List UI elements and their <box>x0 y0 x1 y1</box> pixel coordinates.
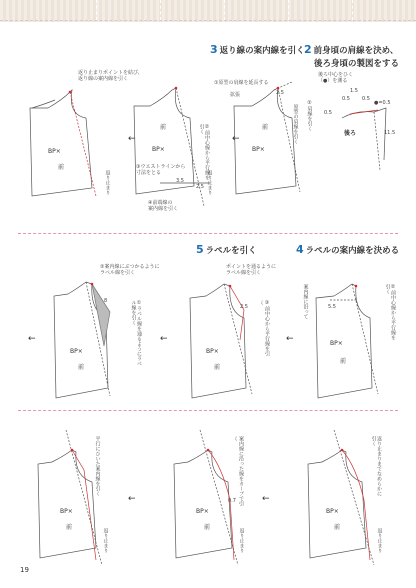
measure-value: 0.5 <box>362 96 370 102</box>
note: 原型の肩線を引く <box>292 104 299 144</box>
fold-guide-line <box>70 92 96 196</box>
measure-value: 0.7 <box>228 498 236 504</box>
note: ①ラペル線を通るようにラペル線を引く <box>130 300 142 366</box>
arrow-left-icon: ← <box>28 334 36 344</box>
front-label: 前 <box>262 124 269 131</box>
step-4-title: ラペルの案内線を決める <box>305 246 400 256</box>
step-3-title: 返り線の案内線を引く <box>219 46 305 56</box>
step-5-number: 5 <box>196 243 204 256</box>
bp-label: BP× <box>48 148 61 155</box>
front-label: 前 <box>160 124 167 131</box>
bp-label: BP× <box>252 146 265 153</box>
point-marker <box>69 91 72 94</box>
note: ②肩線を引く <box>306 100 313 131</box>
bp-label: BP× <box>196 508 209 515</box>
bodice-front-outline <box>234 88 299 194</box>
measure-value: 0.5 <box>324 110 332 116</box>
step-4-number: 4 <box>296 243 304 256</box>
note: 平行にひいた案内線を引く <box>94 436 101 496</box>
bodice-front-outline <box>190 284 246 398</box>
note: ②前中心線から平行線を引く <box>384 284 396 340</box>
measure-value: 11.5 <box>384 130 396 136</box>
front-label: 前 <box>204 524 211 531</box>
point-marker <box>207 449 210 452</box>
arrow-left-icon: ← <box>128 494 136 504</box>
bp-label: BP× <box>330 340 343 347</box>
neck-curve <box>32 100 55 108</box>
front-label: 前 <box>340 358 347 365</box>
note: 返り止まりポイントを結び、 返り線の案内線を引く <box>78 70 143 82</box>
point-marker <box>341 449 344 452</box>
lapel-line <box>230 286 244 340</box>
step-2-title-line1: 前身頃の肩線を決め、 <box>313 46 399 56</box>
note: ポイントを通るように ラペル線を引く <box>226 264 277 276</box>
note: ②案内線にぶつかるように ラペル線を引く <box>100 264 160 276</box>
page-number: 19 <box>20 566 29 574</box>
note: ③前中心から平行線を引く <box>258 300 270 356</box>
fold-stop-label: 返り止まり <box>104 170 111 195</box>
note: 返り止まりまでなめらかに引く <box>370 436 382 496</box>
fold-guide-line <box>334 430 374 565</box>
fold-guide-line <box>224 284 252 394</box>
back-center <box>374 112 380 170</box>
front-label: 前 <box>214 364 221 371</box>
point-marker <box>71 449 74 452</box>
bp-label: BP× <box>152 146 165 153</box>
step-2-number: 2 <box>304 43 312 56</box>
arrow-left-icon: ← <box>286 334 294 344</box>
point-marker <box>355 285 358 288</box>
measure-value: 1.5 <box>350 88 358 94</box>
bodice-front-outline <box>316 284 372 398</box>
front-label: 前 <box>78 364 85 371</box>
point-marker <box>277 87 280 90</box>
measure-value: 2.5 <box>196 184 204 190</box>
guide-line <box>352 284 378 394</box>
arrow-left-icon: ← <box>262 494 270 504</box>
note: 案内線に沿って <box>302 284 309 319</box>
arrow-left-icon: ← <box>128 134 136 144</box>
fold-stop-label: 返り止まり <box>102 528 109 553</box>
arrow-left-icon: ← <box>160 334 168 344</box>
fold-stop-label: 返り止まり <box>238 528 245 553</box>
note: ②前中心線から平行線を引く <box>198 124 210 180</box>
bp-label: BP× <box>70 348 83 355</box>
measure-value: ●=0.5 <box>374 100 391 106</box>
note: ①原型の肩線を延長する <box>214 80 269 86</box>
point-marker <box>229 285 232 288</box>
front-label: 前 <box>334 524 341 531</box>
step-2-title-line2: 後ろ身頃の製図をする <box>314 59 400 69</box>
measure-value: 8 <box>104 298 108 304</box>
note: ④前端線の 案内線を引く <box>148 200 179 212</box>
measure-value: 3.5 <box>176 178 184 184</box>
bp-label: BP× <box>206 348 219 355</box>
point-marker <box>175 87 178 90</box>
collar-line <box>72 450 96 560</box>
measure-value: 2.5 <box>240 304 248 310</box>
bodice-front-outline <box>38 450 96 558</box>
bodice-front-outline <box>134 88 194 194</box>
measure-value: 0.5 <box>342 96 350 102</box>
front-label: 前 <box>66 524 73 531</box>
lapel-shape <box>92 284 110 346</box>
bodice-front-outline <box>308 450 366 558</box>
bodice-front-outline <box>174 450 232 558</box>
front-label: 前 <box>58 164 65 171</box>
measure-value: 5.5 <box>328 304 336 310</box>
step-5-title: ラペルを引く <box>205 246 257 256</box>
note: ③ウエストラインから 寸法をとる <box>136 164 186 176</box>
note: 案内線に沿った線をカーブで引く <box>232 436 244 506</box>
note: 拡張 <box>230 92 241 98</box>
back-label: 後ろ <box>344 130 357 137</box>
fold-stop-label: 返り止まり <box>206 170 213 195</box>
measure-value: 2.5 <box>276 90 284 96</box>
bp-label: BP× <box>326 508 339 515</box>
point-marker <box>91 283 94 286</box>
note: 後ろ中心をひく （●）を測る <box>318 72 354 84</box>
fold-stop-label: 返り止まり <box>376 528 383 553</box>
arrow-left-icon: ← <box>232 134 240 144</box>
step-3-number: 3 <box>210 43 218 56</box>
bp-label: BP× <box>60 508 73 515</box>
